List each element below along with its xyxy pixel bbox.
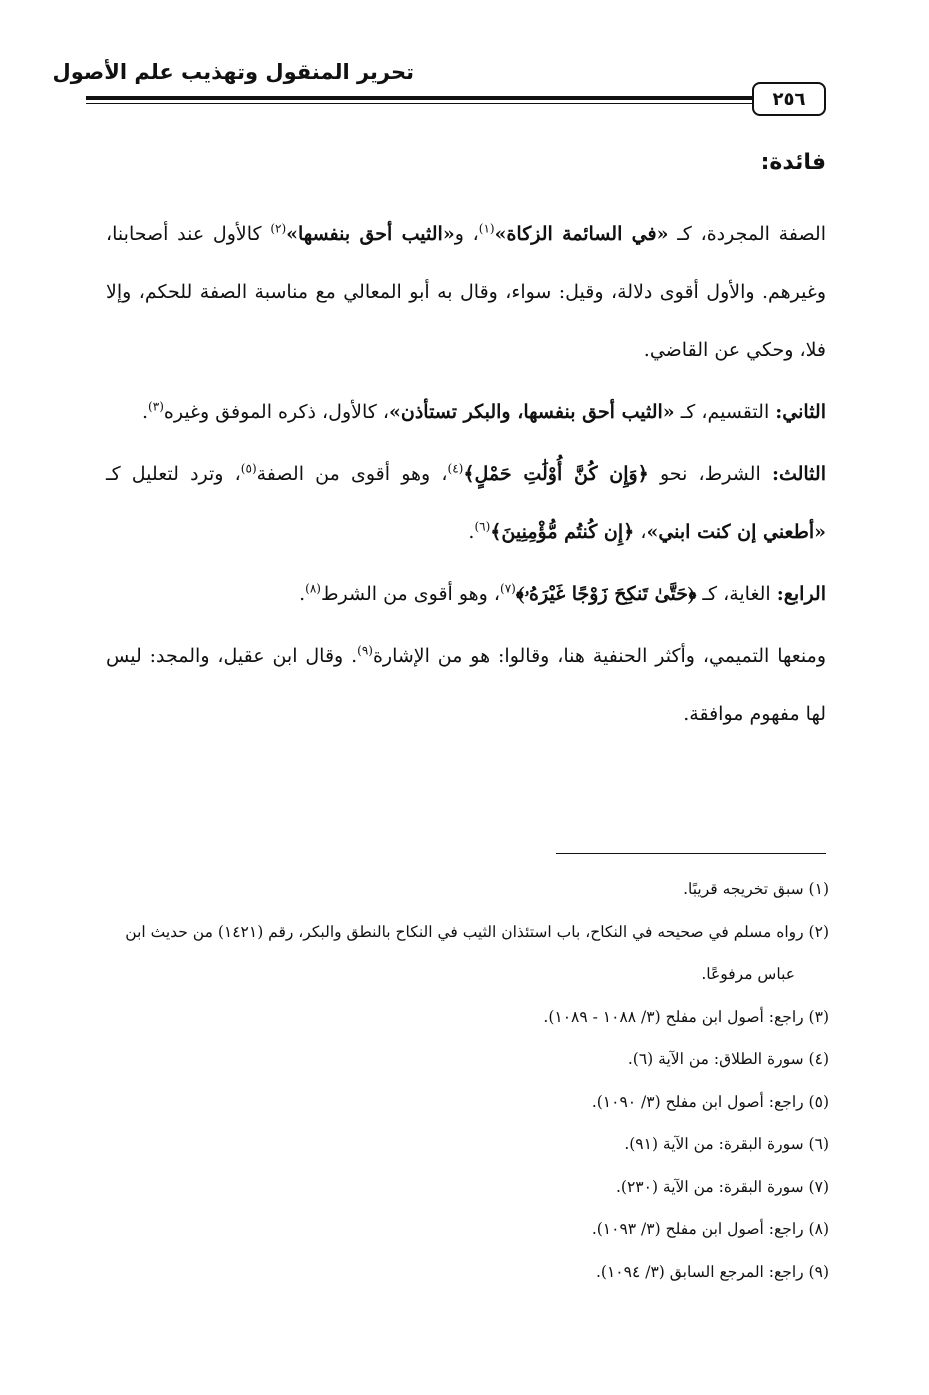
footnote-ref: (٢) (270, 221, 287, 236)
bold-run: «أطعني إن كنت ابني» (646, 521, 826, 543)
section-heading: فائدة: (760, 150, 826, 175)
text-run: الغاية، كـ (696, 583, 777, 605)
footnote-ref: (٦) (474, 519, 491, 534)
footnote-ref: (١) (478, 221, 495, 236)
page-number: ٢٥٦ (752, 82, 826, 116)
footnote-ref: (٥) (240, 461, 257, 476)
text-run: ، كالأول، ذكره الموفق وغيره (163, 401, 389, 423)
bold-run: ﴿إِن كُنتُم مُّؤْمِنِينَ﴾ (490, 521, 635, 543)
text-run: ومنعها التميمي، وأكثر الحنفية هنا، وقالوا: هو من الإشارة (372, 645, 826, 667)
text-run: ، (634, 521, 647, 543)
bold-run: الثالث: (771, 463, 826, 485)
bold-run: الثاني: (775, 401, 826, 423)
text-run: ، وهو أقوى من الشرط (320, 583, 501, 605)
text-run: الشرط، نحو (648, 463, 772, 485)
text-run: ، و (454, 223, 479, 245)
footnote: (٢) رواه مسلم في صحيحه في النكاح، باب استئذان الثيب في النكاح بالنطق والبكر، رقم (١٤٢١) من حديث ابن عباس مرفوعًا. (125, 922, 829, 983)
paragraph (106, 627, 826, 743)
text-run: . (142, 401, 149, 423)
text-run: كالأول عند أصحابنا، وغيرهم. والأول أقوى دلالة، وقيل: سواء، وقال به أبو المعالي مع مناسبة الصفة للحكم، وإلا فلا، وحكي عن القاضي. (106, 223, 826, 361)
paragraph (106, 383, 826, 441)
footnotes (89, 868, 829, 1293)
footnote: (٥) راجع: أصول ابن مفلح (٣/ ١٠٩٠). (591, 1092, 829, 1111)
footnote-ref: (٨) (305, 581, 321, 596)
bold-run: ﴿حَتَّىٰ تَنكِحَ زَوْجًا غَيْرَهُۥ﴾ (515, 583, 697, 605)
paragraph (106, 445, 826, 561)
footnote: (٧) سورة البقرة: من الآية (٢٣٠). (615, 1177, 829, 1196)
text-run: . (468, 521, 475, 543)
footnote: (٦) سورة البقرة: من الآية (٩١). (624, 1135, 829, 1153)
footnote-separator (556, 853, 826, 854)
footnote: (١) سبق تخريجه قريبًا. (683, 880, 829, 898)
text-run: الصفة المجردة، كـ (668, 223, 826, 245)
text-run: ، وترد لتعليل كـ (106, 463, 241, 485)
paragraph (106, 565, 826, 623)
footnote: (٣) راجع: أصول ابن مفلح (٣/ ١٠٨٨ - ١٠٨٩). (543, 1007, 829, 1026)
bold-run: «في السائمة الزكاة» (494, 223, 669, 245)
bold-run: ﴿وَإِن كُنَّ أُوْلَٰتِ حَمْلٍ﴾ (463, 463, 649, 485)
paragraph (106, 205, 826, 379)
header-rule-thick (86, 96, 826, 100)
footnote: (٤) سورة الطلاق: من الآية (٦). (627, 1050, 829, 1068)
book-title: تحرير المنقول وتهذيب علم الأصول (52, 60, 414, 84)
header-rule-thin (86, 103, 826, 104)
footnote-ref: (٣) (148, 399, 164, 414)
bold-run: «الثيب أحق بنفسها» (286, 223, 455, 245)
text-run: . وقال ابن عقيل، والمجد: ليس لها مفهوم موافقة. (106, 645, 826, 725)
footnote-ref: (٤) (447, 461, 464, 476)
bold-run: الرابع: (776, 583, 826, 605)
page-header (52, 52, 826, 112)
footnote-ref: (٧) (500, 581, 516, 596)
text-run: . (299, 583, 306, 605)
text-run: ، وهو أقوى من الصفة (256, 463, 448, 485)
footnote: (٨) راجع: أصول ابن مفلح (٣/ ١٠٩٣). (591, 1220, 829, 1238)
footnote: (٩) راجع: المرجع السابق (٣/ ١٠٩٤). (595, 1262, 829, 1281)
bold-run: «الثيب أحق بنفسها، والبكر تستأذن» (388, 401, 675, 423)
body-text (106, 205, 826, 747)
text-run: التقسيم، كـ (674, 401, 776, 423)
footnote-ref: (٩) (357, 643, 373, 658)
